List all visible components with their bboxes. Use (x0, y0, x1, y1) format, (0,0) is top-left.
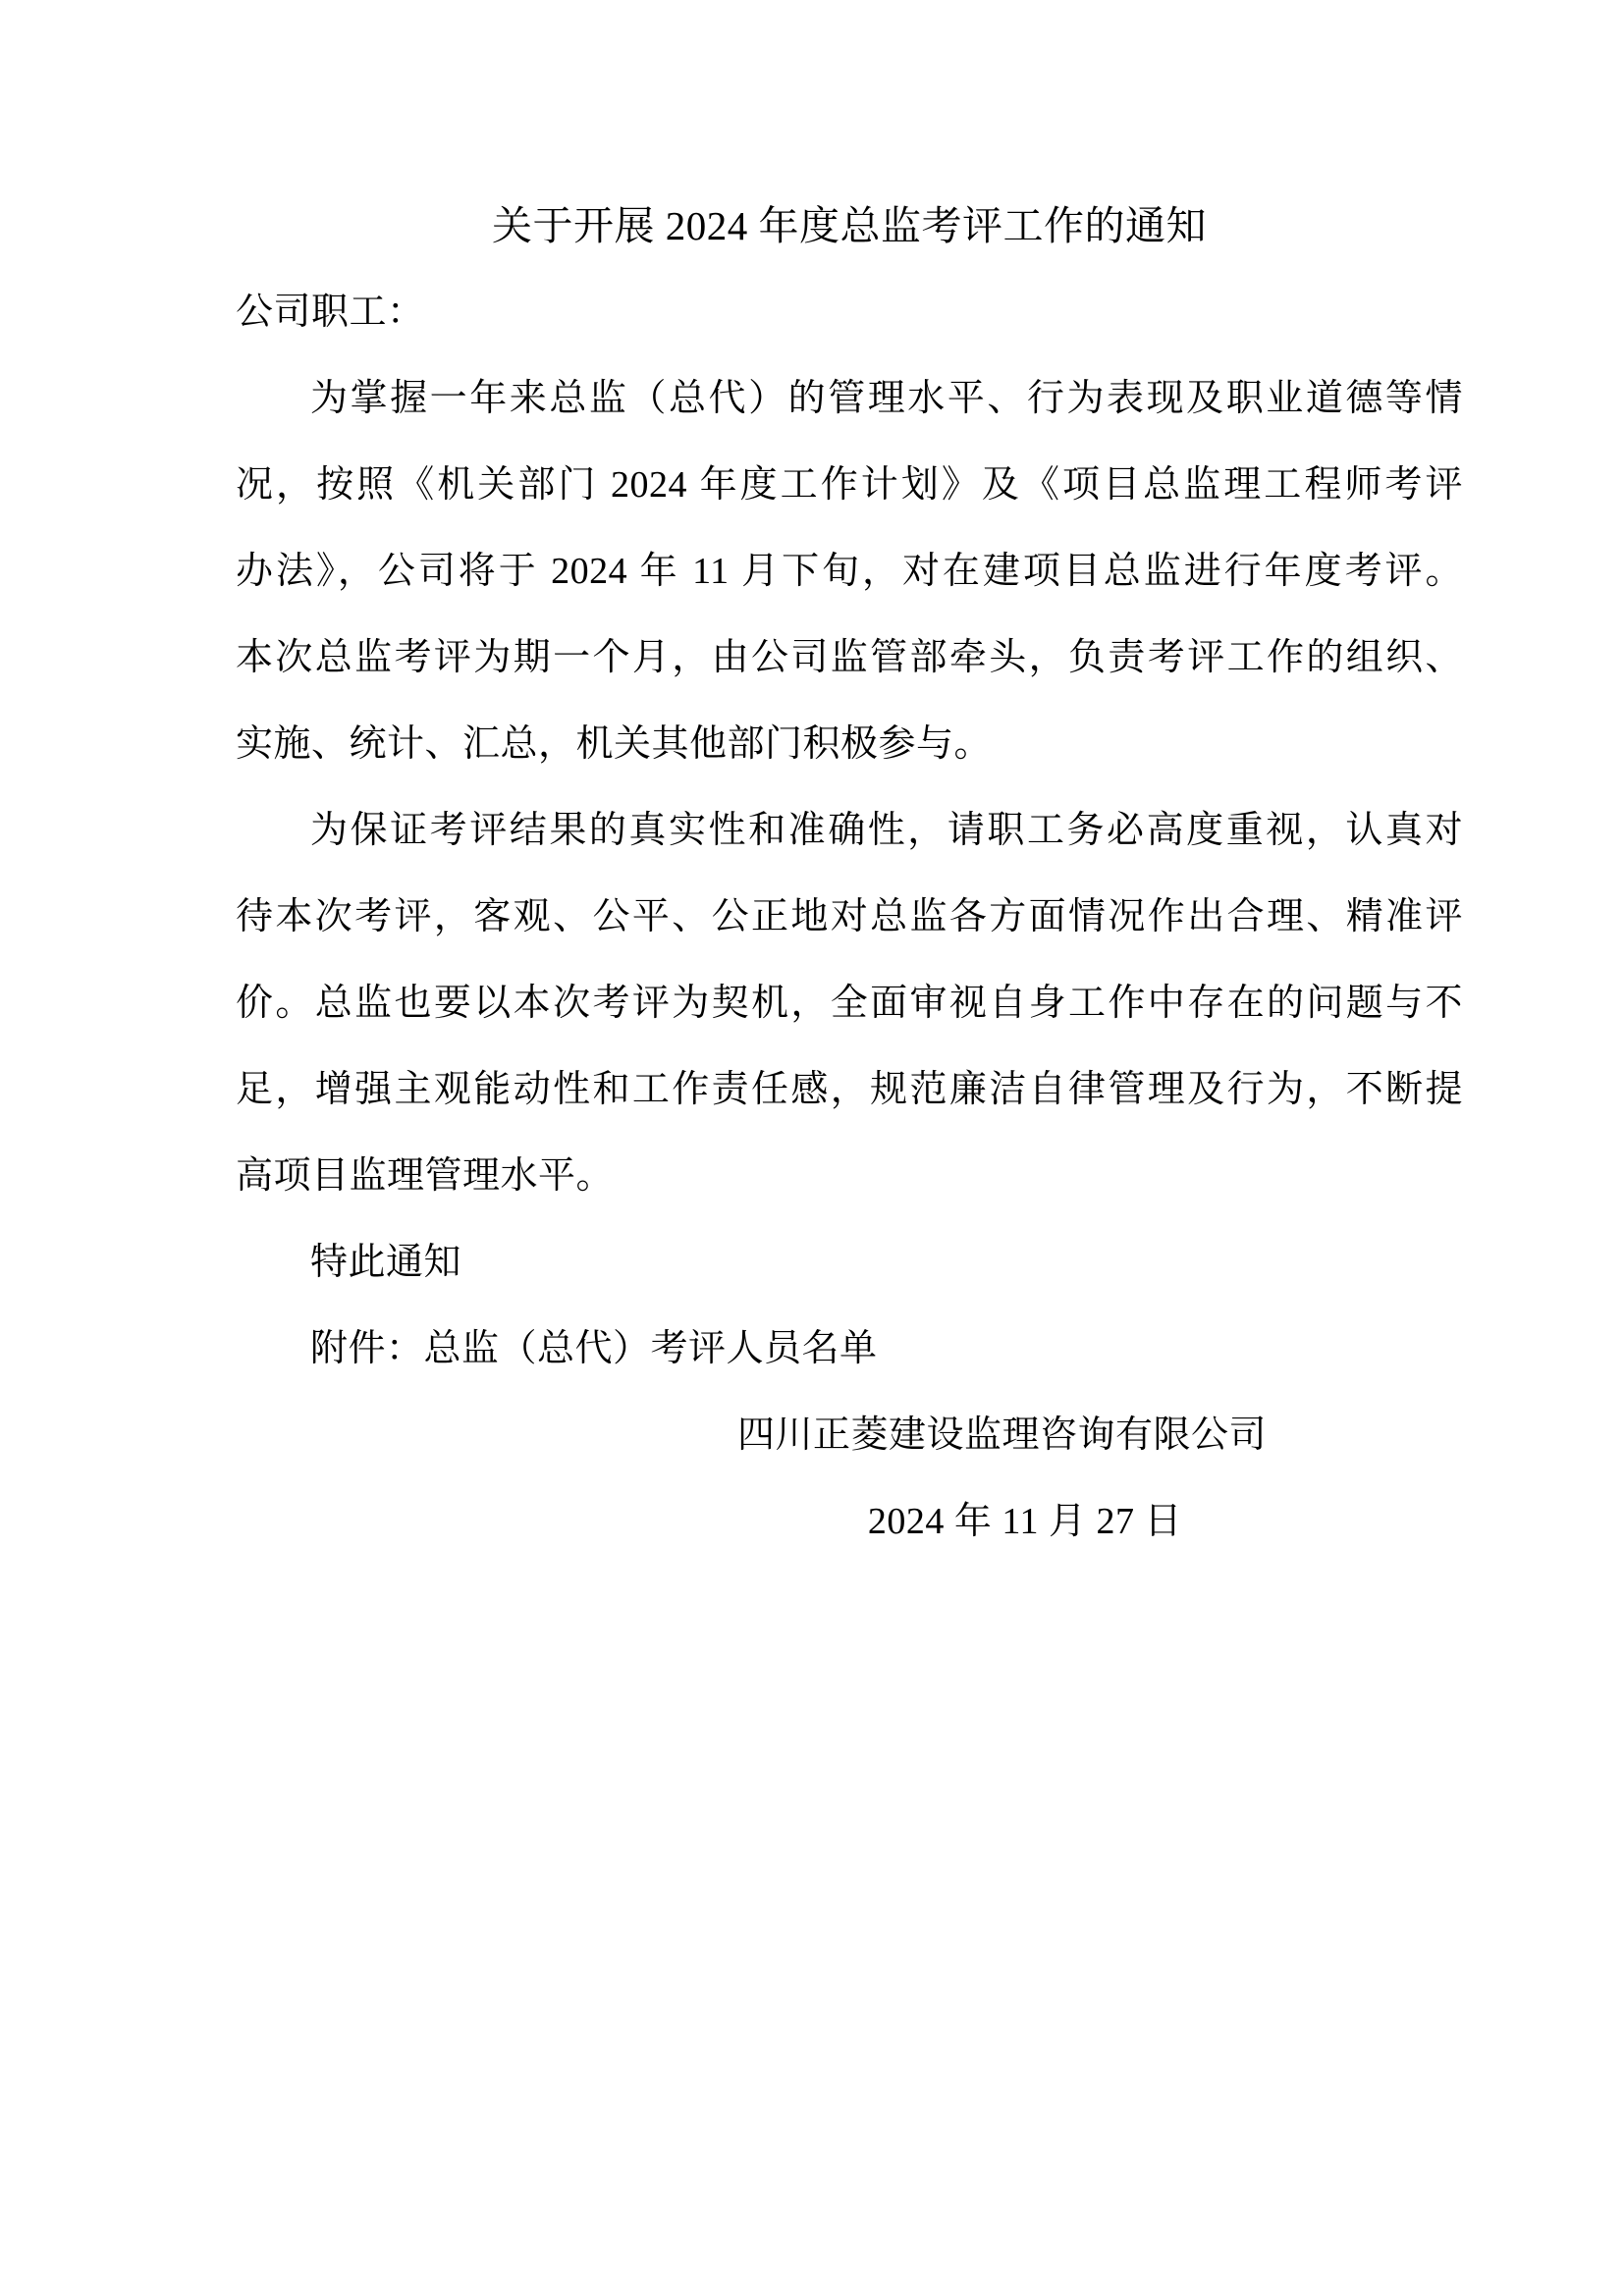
closing-line: 特此通知 (310, 1242, 462, 1283)
document-title: 关于开展 2024 年度总监考评工作的通知 (492, 203, 1207, 248)
body-line: 况，按照《机关部门 2024 年度工作计划》及《项目总监理工程师考评 (236, 464, 1463, 506)
body-line: 为保证考评结果的真实性和准确性，请职工务必高度重视，认真对 (310, 810, 1463, 851)
body-line: 高项目监理管理水平。 (236, 1155, 615, 1197)
document-body (236, 183, 1463, 1565)
body-line: 价。总监也要以本次考评为契机，全面审视自身工作中存在的问题与不 (236, 983, 1463, 1024)
body-line: 办法》，公司将于 2024 年 11 月下旬，对在建项目总监进行年度考评。 (236, 551, 1463, 592)
body-line: 待本次考评，客观、公平、公正地对总监各方面情况作出合理、精准评 (236, 896, 1463, 937)
attachment-note: 附件：总监（总代）考评人员名单 (310, 1328, 878, 1369)
salutation-line: 公司职工： (236, 292, 425, 333)
date-line: 2024 年 11 月 27 日 (867, 1501, 1182, 1542)
body-line: 为掌握一年来总监（总代）的管理水平、行为表现及职业道德等情 (310, 378, 1463, 419)
body-line: 足，增强主观能动性和工作责任感，规范廉洁自律管理及行为，不断提 (236, 1069, 1463, 1110)
body-line: 本次总监考评为期一个月，由公司监管部牵头，负责考评工作的组织、 (236, 637, 1463, 678)
company-signature: 四川正菱建设监理咨询有限公司 (736, 1415, 1267, 1456)
body-line: 实施、统计、汇总，机关其他部门积极参与。 (236, 723, 993, 765)
